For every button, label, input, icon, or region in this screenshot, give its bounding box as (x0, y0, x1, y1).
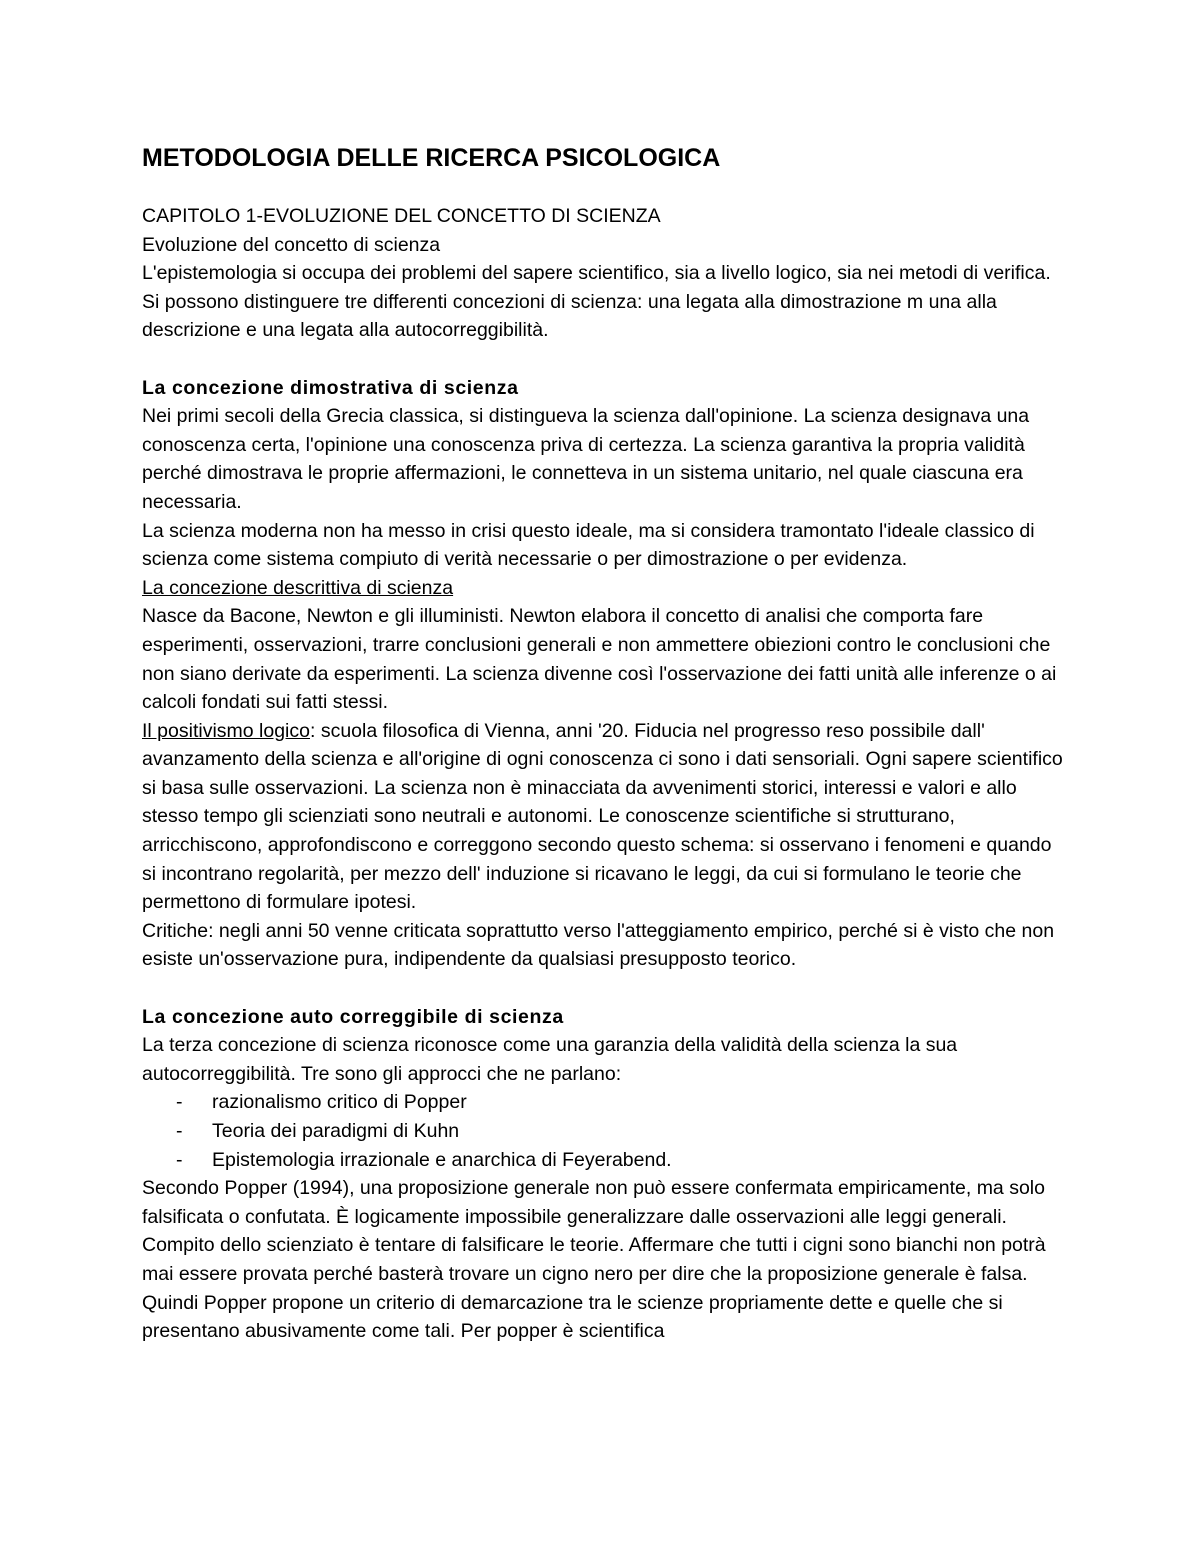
section-heading-autocorreggibile: La concezione auto correggibile di scienza (142, 1005, 564, 1028)
section-heading-dimostrativa: La concezione dimostrativa di scienza (142, 376, 519, 399)
section-heading-descrittiva: La concezione descrittiva di scienza (142, 576, 454, 599)
critiche-paragraph: Critiche: negli anni 50 venne criticata soprattutto verso l'atteggiamento empirico, perché si è visto che non esiste un'osservazione pura, indipendente da qualsiasi presupposto teorico. (142, 919, 1055, 971)
section-heading-descrittiva-line (142, 574, 1067, 603)
positivismo-paragraph (142, 717, 1067, 917)
list-item-text: razionalismo critico di Popper (212, 1091, 467, 1114)
intro-paragraph-2: Si possono distinguere tre differenti concezioni di scienza: una legata alla dimostrazione m una alla descrizione e una legata alla autocorreggibilità. (142, 290, 997, 342)
document-title: METODOLOGIA DELLE RICERCA PSICOLOGICA (142, 144, 721, 172)
dimostrativa-paragraph-1: Nei primi secoli della Grecia classica, si distingueva la scienza dall'opinione. La scienza designava una conoscenza certa, l'opinione una conoscenza priva di certezza. La scienza garantiva la propria validità perché dimostrava le proprie affermazioni, le connetteva in un sistema unitario, nel quale ciascuna era necessaria. (142, 405, 1030, 513)
approaches-list (142, 1088, 1067, 1174)
list-dash: - (176, 1148, 183, 1171)
section-subtitle: Evoluzione del concetto di scienza (142, 233, 441, 256)
descrittiva-paragraph-1: Nasce da Bacone, Newton e gli illuministi. Newton elabora il concetto di analisi che comporta fare esperimenti, osservazioni, trarre conclusioni generali e non ammettere obiezioni contro le conclusioni che non siano derivate da esperimenti. La scienza divenne così l'osservazione dei fatti unità alle inferenze o ai calcoli fondati sui fatti stessi. (142, 605, 1057, 714)
dimostrativa-paragraph-2: La scienza moderna non ha messo in crisi questo ideale, ma si considera tramontato l'ideale classico di scienza come sistema compiuto di verità necessarie o per dimostrazione o per evidenza. (142, 519, 1035, 571)
positivismo-text: : scuola filosofica di Vienna, anni '20. Fiducia nel progresso reso possibile dall' avanzamento della scienza e all'origine di ogni conoscenza ci sono i dati sensoriali. Ogni sapere scientifico si basa sulle osservazioni. La scienza non è minacciata da avvenimenti storici, interessi e valori e allo stesso tempo gli scienziati sono neutrali e autonomi. Le conoscenze scientifiche si strutturano, arricchiscono, approfondiscono e correggono secondo questo schema: si osservano i fenomeni e quando si incontrano regolarità, per mezzo dell' induzione si ricavano le leggi, da cui si formulano le teorie che permettono di formulare ipotesi. (142, 719, 1063, 914)
list-dash: - (176, 1091, 183, 1114)
list-item (142, 1146, 1067, 1175)
document-page (142, 140, 1067, 1346)
spacer (142, 974, 1067, 1003)
positivismo-label: Il positivismo logico (142, 719, 310, 742)
autocorreggibile-paragraph-1: La terza concezione di scienza riconosce come una garanzia della validità della scienza la sua autocorreggibilità. Tre sono gli approcci che ne parlano: (142, 1034, 958, 1085)
chapter-heading: CAPITOLO 1-EVOLUZIONE DEL CONCETTO DI SCIENZA (142, 205, 661, 227)
list-item-text: Epistemologia irrazionale e anarchica di Feyerabend. (212, 1148, 672, 1171)
list-item (142, 1088, 1067, 1117)
spacer (142, 345, 1067, 374)
list-dash: - (176, 1120, 183, 1142)
list-item (142, 1117, 1067, 1146)
intro-paragraph-1: L'epistemologia si occupa dei problemi del sapere scientifico, sia a livello logico, sia nei metodi di verifica. (142, 262, 1051, 285)
autocorreggibile-paragraph-2: Secondo Popper (1994), una proposizione generale non può essere confermata empiricamente, ma solo falsificata o confutata. È logicamente impossibile generalizzare dalle osservazioni alle leggi generali. Compito dello scienziato è tentare di falsificare le teorie. Affermare che tutti i cigni sono bianchi non potrà mai essere provata perché basterà trovare un cigno nero per dire che la proposizione generale è falsa. Quindi Popper propone un criterio di demarcazione tra le scienze propriamente dette e quelle che si presentano abusivamente come tali. Per popper è scientifica (142, 1177, 1046, 1343)
list-item-text: Teoria dei paradigmi di Kuhn (212, 1120, 460, 1142)
